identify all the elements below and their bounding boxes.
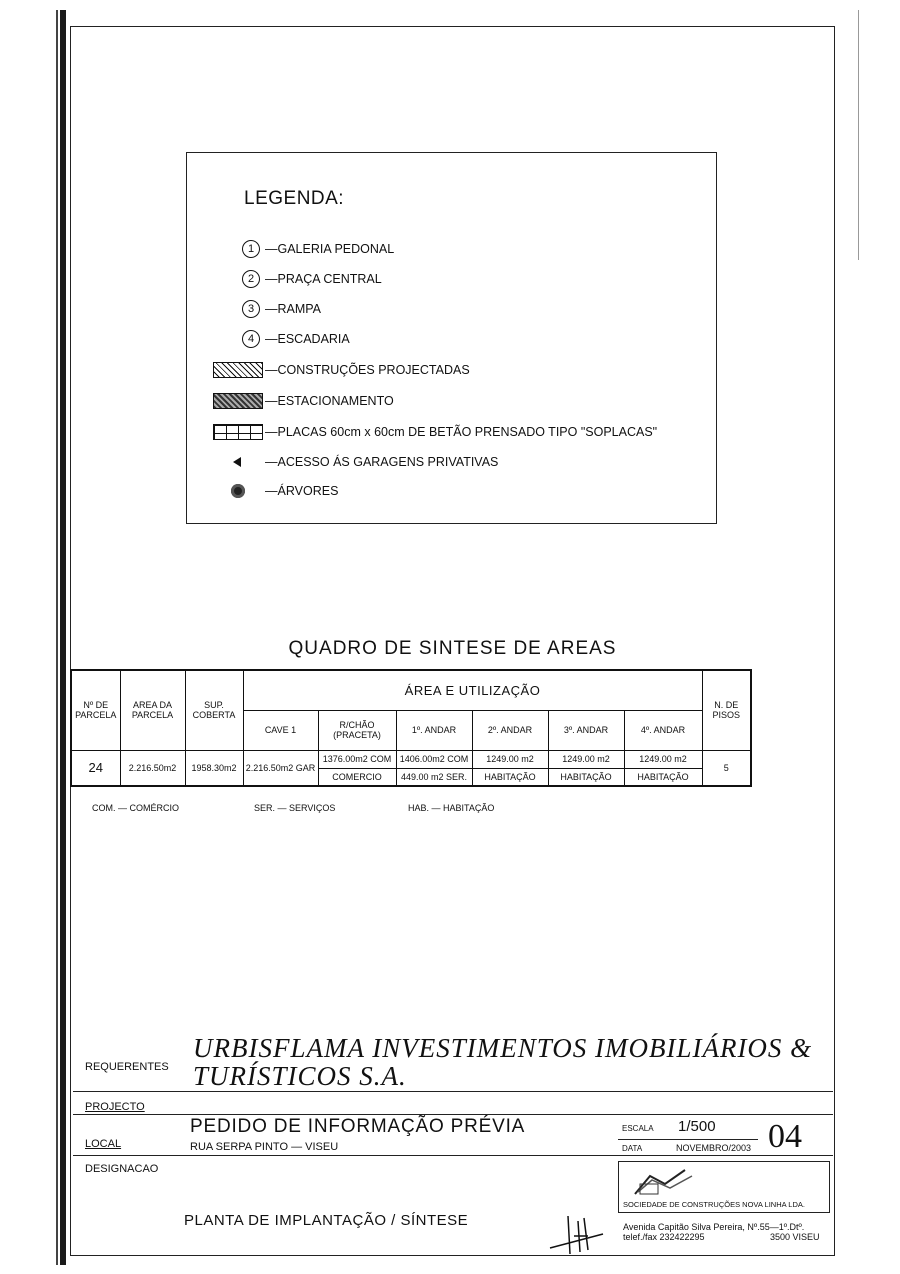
designacao-value: PLANTA DE IMPLANTAÇÃO / SÍNTESE (184, 1212, 469, 1229)
legend-item-rampa: 3 —RAMPA (205, 298, 321, 320)
header-rchao: R/CHÃO (PRACETA) (318, 710, 396, 750)
header-sup-coberta: SUP. COBERTA (185, 670, 243, 750)
escala-value: 1/500 (678, 1118, 716, 1135)
cell-andar2-area: 1249.00 m2 (472, 750, 548, 768)
cell-andar4-area: 1249.00 m2 (624, 750, 702, 768)
cell-cave: 2.216.50m2 GAR (243, 750, 318, 786)
parking-pattern-icon (213, 393, 263, 409)
legend-item-arvores: —ÁRVORES (205, 480, 338, 502)
projecto-value: PEDIDO DE INFORMAÇÃO PRÉVIA (190, 1116, 526, 1137)
divider (618, 1139, 758, 1140)
requerentes-label: REQUERENTES (85, 1061, 169, 1073)
area-summary-table (70, 669, 752, 787)
cell-andar3-use: HABITAÇÃO (548, 768, 624, 786)
divider (73, 1114, 833, 1115)
legend-item-acesso: —ACESSO ÁS GARAGENS PRIVATIVAS (205, 451, 498, 473)
cell-pisos: 5 (702, 750, 751, 786)
header-area: AREA DA PARCELA (120, 670, 185, 750)
cell-andar3-area: 1249.00 m2 (548, 750, 624, 768)
cell-andar4-use: HABITAÇÃO (624, 768, 702, 786)
legend-item-galeria: 1 —GALERIA PEDONAL (205, 238, 394, 260)
abbreviation-com: COM. — COMÉRCIO (92, 803, 179, 813)
header-parcela: Nº DE PARCELA (71, 670, 120, 750)
sheet-number: 04 (768, 1118, 802, 1155)
header-andar-1: 1º. ANDAR (396, 710, 472, 750)
projecto-label: PROJECTO (85, 1101, 145, 1113)
header-cave: CAVE 1 (243, 710, 318, 750)
cell-sup: 1958.30m2 (185, 750, 243, 786)
cell-area: 2.216.50m2 (120, 750, 185, 786)
designacao-label: DESIGNACAO (85, 1163, 159, 1175)
requerentes-name: URBISFLAMA INVESTIMENTOS IMOBILIÁRIOS & TURÍSTICOS S.A. (193, 1033, 813, 1091)
firm-name: SOCIEDADE DE CONSTRUÇÕES NOVA LINHA LDA. (623, 1200, 805, 1209)
cell-andar1-use: 449.00 m2 SER. (396, 768, 472, 786)
circled-number-4: 4 (242, 330, 260, 348)
legend-item-construcoes: —CONSTRUÇÕES PROJECTADAS (205, 359, 470, 381)
abbreviation-ser: SER. — SERVIÇOS (254, 803, 336, 813)
cell-parcela: 24 (71, 750, 120, 786)
divider (73, 1091, 833, 1092)
hatch-pattern-icon (213, 362, 263, 378)
cell-rchao-use: COMERCIO (318, 768, 396, 786)
legend-item-placas: —PLACAS 60cm x 60cm DE BETÃO PRENSADO TIPO "SOPLACAS" (205, 421, 657, 443)
escala-label: ESCALA (622, 1124, 654, 1133)
table-title: QUADRO DE SINTESE DE AREAS (288, 638, 617, 659)
binding-edge-line (56, 10, 58, 1265)
scan-edge-line (858, 10, 859, 260)
data-label: DATA (622, 1144, 643, 1153)
header-andar-3: 3º. ANDAR (548, 710, 624, 750)
cell-andar1-area: 1406.00m2 COM (396, 750, 472, 768)
header-andar-2: 2º. ANDAR (472, 710, 548, 750)
firm-address: Avenida Capitão Silva Pereira, Nº.55—1º.Dtº. telef./fax 232422295 (623, 1222, 805, 1242)
abbreviation-hab: HAB. — HABITAÇÃO (408, 803, 495, 813)
circled-number-2: 2 (242, 270, 260, 288)
signature-mark (548, 1206, 608, 1256)
tree-icon (231, 484, 245, 498)
firm-logo-icon (630, 1166, 700, 1198)
data-value: NOVEMBRO/2003 (676, 1143, 752, 1153)
legend-item-praca: 2 —PRAÇA CENTRAL (205, 268, 382, 290)
grid-pattern-icon (213, 424, 263, 440)
table-row (71, 750, 751, 768)
local-value: RUA SERPA PINTO — VISEU (190, 1141, 339, 1153)
circled-number-1: 1 (242, 240, 260, 258)
legend-item-escadaria: 4 —ESCADARIA (205, 328, 350, 350)
legend-item-estacionamento: —ESTACIONAMENTO (205, 390, 394, 412)
divider (73, 1155, 833, 1156)
header-andar-4: 4º. ANDAR (624, 710, 702, 750)
cell-rchao-area: 1376.00m2 COM (318, 750, 396, 768)
circled-number-3: 3 (242, 300, 260, 318)
header-pisos: N. DE PISOS (702, 670, 751, 750)
firm-postcode: 3500 VISEU (770, 1232, 820, 1242)
legend-title: LEGENDA: (244, 188, 345, 209)
header-area-utilizacao: ÁREA E UTILIZAÇÃO (243, 670, 702, 710)
binding-edge (60, 10, 66, 1265)
arrow-left-icon (233, 457, 241, 467)
local-label: LOCAL (85, 1138, 122, 1150)
cell-andar2-use: HABITAÇÃO (472, 768, 548, 786)
